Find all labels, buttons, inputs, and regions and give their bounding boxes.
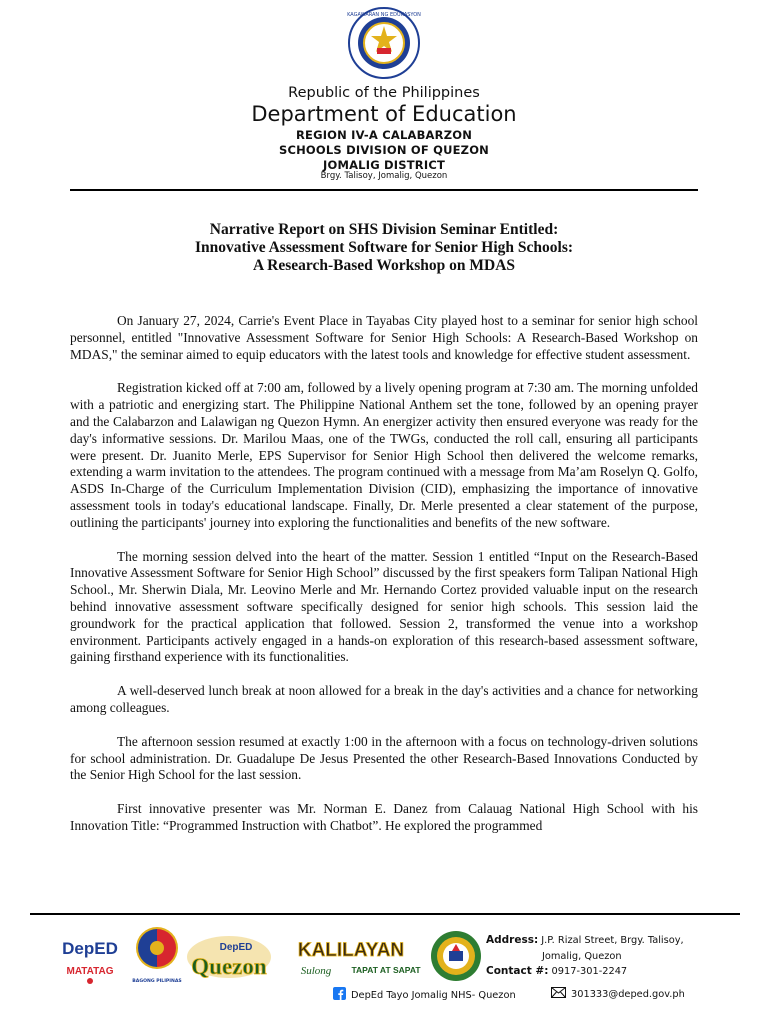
facebook-icon (333, 987, 346, 1003)
report-body (70, 313, 698, 835)
quezon-top-text: DepED (219, 942, 253, 953)
paragraph: First innovative presenter was Mr. Norman E. Danez from Calauag National High School with his Innovation Title: “Programmed Instruction with Chatbot”. He explored the programmed (70, 801, 698, 833)
facebook-link[interactable] (333, 987, 516, 1003)
republic-line: Republic of the Philippines (288, 85, 480, 101)
paragraph: On January 27, 2024, Carrie's Event Place in Tayabas City played host to a seminar for senior high school personnel, entitled "Innovative Assessment Software for Senior High Schools: A Research-Based Workshop on MDAS," the seminar aimed to equip educators with the latest tools and knowledge for effective student assessment. (70, 313, 698, 362)
seal-text: KAGAWARAN NG EDUKASYON (347, 12, 421, 18)
envelope-icon (551, 987, 566, 1001)
footer-divider (30, 913, 740, 915)
title-line-1: Narrative Report on SHS Division Seminar Entitled: (209, 221, 559, 238)
paragraph: Registration kicked off at 7:00 am, followed by a lively opening program at 7:30 am. The morning unfolded with a patriotic and energizing start. The Philippine National Anthem set the tone, followed by an opening prayer and the Calabarzon and Lalawigan ng Quezon Hymn. An energizer activity then ensured everyone was ready for the day's informative sessions. Dr. Marilou Maas, one of the TWGs, conducted the roll call, ensuring all participants were present. Dr. Juanito Merle, EPS Supervisor for Senior High School then delivered the welcome remarks, extending a warm invitation to the attendees. The program continued with a message from Ma’am Roselyn Q. Golfo, ASDS In-Charge of the Curriculum Implementation Division (CID), emphasizing the importance of innovative assessment tools in today's educational landscape. Finally, Dr. Merle presented a clear statement of the purpose, outlining the participants' journey into exploring the functionalities and benefits of the new software. (70, 380, 698, 530)
deped-quezon-logo (186, 934, 272, 980)
bagong-logo-text: BAGONG PILIPINAS (132, 979, 182, 984)
address-label: Address: (486, 934, 539, 946)
school-seal-logo (430, 930, 482, 982)
bagong-pilipinas-logo (132, 924, 182, 986)
contact-block (486, 933, 726, 980)
paragraph: The afternoon session resumed at exactly 1:00 in the afternoon with a focus on technology-driven solutions for school administration. Dr. Guadalupe De Jesus Presented the other Research-Based Innovations Conducted by the Senior High School for the last session. (70, 733, 698, 783)
header-address: Brgy. Talisoy, Jomalig, Quezon (320, 171, 448, 181)
paragraph: The morning session delved into the heart of the matter. Session 1 entitled “Input on the Research-Based Innovative Assessment Software for Senior High School” discussed by the first speakers form Talipan National High School., Mr. Sherwin Diala, Mr. Leovino Merle and Mr. Hernando Cortez provided valuable input on the research behind innovative assessment software specifically designed for senior high schools. This session laid the groundwork for the practical application that followed. Session 2, transformed the venue into a workshop environment. Participants actively engaged in a hands-on exploration of this research-based assessment software, gaining firsthand experience with its functionalities. (70, 548, 698, 665)
header-divider (70, 189, 698, 191)
department-name: Department of Education (251, 102, 517, 126)
kalilayan-sub-text: Sulong (300, 965, 332, 977)
district-line: JOMALIG DISTRICT (322, 158, 446, 172)
deped-logo-text: DepED (62, 939, 118, 958)
title-line-3: A Research-Based Workshop on MDAS (252, 257, 516, 274)
kalilayan-logo (278, 936, 424, 982)
report-title (60, 221, 708, 275)
kalilayan-text: KALILAYAN (297, 940, 405, 961)
deped-seal-logo (347, 6, 421, 80)
address-line-2: Jomalig, Quezon (542, 950, 622, 962)
email-link[interactable] (551, 987, 685, 1001)
matatag-logo-text: MATATAG (66, 966, 114, 977)
contact-label: Contact #: (486, 965, 549, 977)
kalilayan-tagline: TAPAT AT SAPAT (351, 965, 421, 975)
title-line-2: Innovative Assessment Software for Senior High Schools: (194, 239, 574, 256)
deped-matatag-logo (60, 930, 120, 986)
paragraph: A well-deserved lunch break at noon allowed for a break in the day's activities and a chance for networking among colleagues. (70, 683, 698, 715)
quezon-logo-text: Quezon (191, 954, 267, 979)
address-line-1: J.P. Rizal Street, Brgy. Talisoy, (541, 935, 684, 946)
facebook-page-name: DepEd Tayo Jomalig NHS- Quezon (351, 990, 516, 1001)
email-address: 301333@deped.gov.ph (571, 989, 685, 1000)
region-line: REGION IV-A CALABARZON (295, 128, 473, 142)
contact-number: 0917-301-2247 (551, 966, 628, 977)
division-line: SCHOOLS DIVISION OF QUEZON (278, 143, 490, 157)
